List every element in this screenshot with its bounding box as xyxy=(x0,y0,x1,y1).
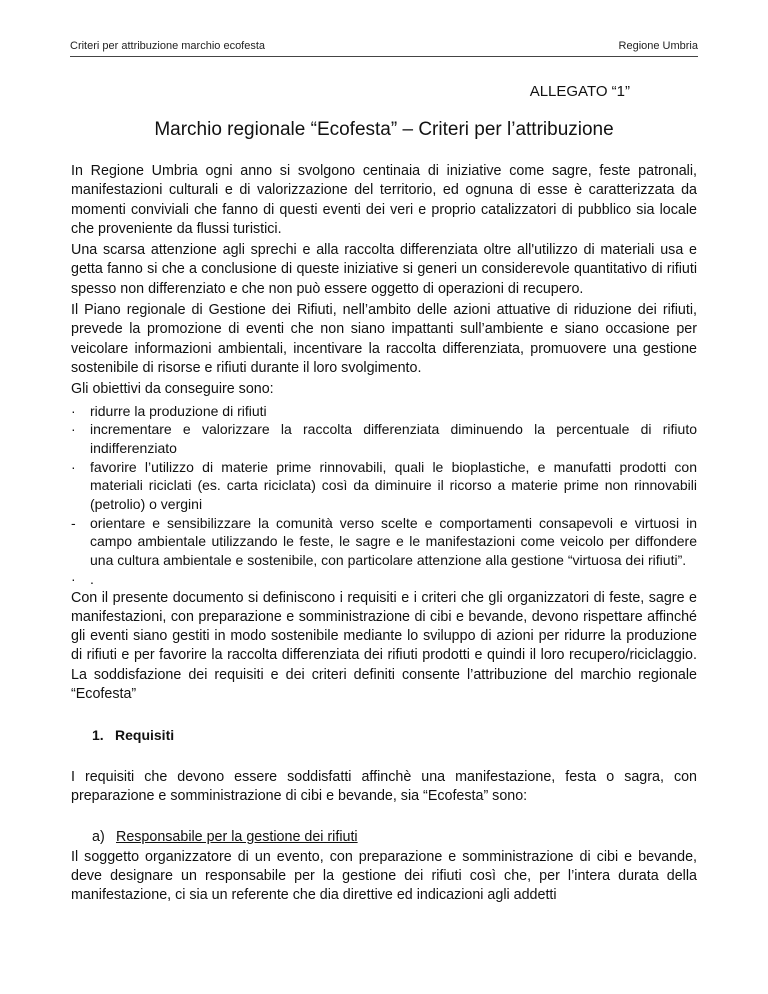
requirements-intro-paragraph: I requisiti che devono essere soddisfatti affinchè una manifestazione, festa o sagra, con preparazione e somministrazione di cibi e bevande, sia “Ecofesta” sono: xyxy=(71,768,697,804)
purpose-paragraph: Con il presente documento si definiscono i requisiti e i criteri che gli organizzatori di feste, sagre e manifestazioni, con preparazione e somministrazione di cibi e bevande, devono rispettare affinché gli eventi siano gestiti in modo sostenibile mediante lo sviluppo di azioni per ridurre la produzione di rifiuti e per favorire la raccolta differenziata dei rifiuti prodotti e quindi il loro recupero/riciclaggio. La soddisfazione dei requisiti e dei criteri definiti consente l’attribuzione del marchio regionale “Ecofesta” xyxy=(71,589,697,703)
regional-plan-paragraph: Il Piano regionale di Gestione dei Rifiuti, nell’ambito delle azioni attuative di riduzione dei rifiuti, prevede la promozione di eventi che non siano impattanti sull’ambiente e siano occasione per veicolare informazioni ambientali, incentivare la raccolta differenziata, promuovere una gestione sostenibile di risorse e rifiuti durante il loro svolgimento. xyxy=(71,302,697,376)
bullet-marker: · xyxy=(71,458,76,475)
section-title: Requisiti xyxy=(115,727,175,744)
annex-label: ALLEGATO “1” xyxy=(529,83,630,100)
objective-text: favorire l’utilizzo di materie prime rinnovabili, quali le bioplastiche, e manufatti prodotti con materiali riciclati (es. carta riciclata) così da diminuire il ricorso a materie prime non rinnovabili (petrolio) o vergini xyxy=(90,458,697,513)
objective-item xyxy=(71,570,697,589)
subsection-heading-a xyxy=(92,828,697,847)
waste-manager-paragraph: Il soggetto organizzatore di un evento, con preparazione e somministrazione di cibi e bevande, deve designare un responsabile per la gestione dei rifiuti così che, per l’intera durata della manifestazione, ci sia un referente che dia direttive ed indicazioni agli addetti xyxy=(71,848,697,904)
bullet-marker: - xyxy=(71,514,76,531)
objective-item xyxy=(71,402,697,421)
header-left-text: Criteri per attribuzione marchio ecofesta xyxy=(70,40,266,52)
objective-item xyxy=(71,420,697,457)
bullet-marker: · xyxy=(71,402,76,419)
waste-issue-paragraph: Una scarsa attenzione agli sprechi e alla raccolta differenziata oltre all'utilizzo di materiali usa e getta fanno si che a conclusione di queste iniziative si generi un considerevole quantitativo di rifiuti spesso non differenziato e che non può essere oggetto di operazioni di recupero. xyxy=(71,242,697,297)
bullet-marker: · xyxy=(71,570,76,587)
objective-text: incrementare e valorizzare la raccolta differenziata diminuendo la percentuale di rifiuto indifferenziato xyxy=(90,421,697,456)
objective-item xyxy=(71,514,697,570)
document-body xyxy=(71,162,697,907)
objective-item xyxy=(71,458,697,514)
page-header xyxy=(70,40,698,57)
subsection-title: Responsabile per la gestione dei rifiuti xyxy=(116,829,358,846)
objective-text: ridurre la produzione di rifiuti xyxy=(90,402,267,419)
header-right-text: Regione Umbria xyxy=(618,40,698,52)
objectives-list xyxy=(71,402,697,589)
objective-text: orientare e sensibilizzare la comunità verso scelte e comportamenti consapevoli e virtuosi in campo ambientale utilizzando le feste, le sagre e le manifestazioni come veicolo per diffondere una cultura ambientale e sostenibile, con particolare attenzione alla gestione “virtuosa dei rifiuti”. xyxy=(90,514,697,569)
objectives-intro: Gli obiettivi da conseguire sono: xyxy=(71,381,274,398)
intro-paragraph: In Regione Umbria ogni anno si svolgono centinaia di iniziative come sagre, feste patronali, manifestazioni culturali e di valorizzazione del territorio, ed ognuna di esse è caratterizzata da momenti conviviali che fanno di questi eventi dei veri e proprio catalizzatori di pubblico sia locale che proveniente da flussi turistici. xyxy=(71,163,697,237)
subsection-label: a) xyxy=(92,829,105,846)
section-number: 1. xyxy=(92,727,104,744)
section-heading-requisiti xyxy=(92,726,697,745)
objective-text: . xyxy=(90,570,94,587)
document-title: Marchio regionale “Ecofesta” – Criteri per l’attribuzione xyxy=(154,119,614,140)
bullet-marker: · xyxy=(71,421,76,438)
